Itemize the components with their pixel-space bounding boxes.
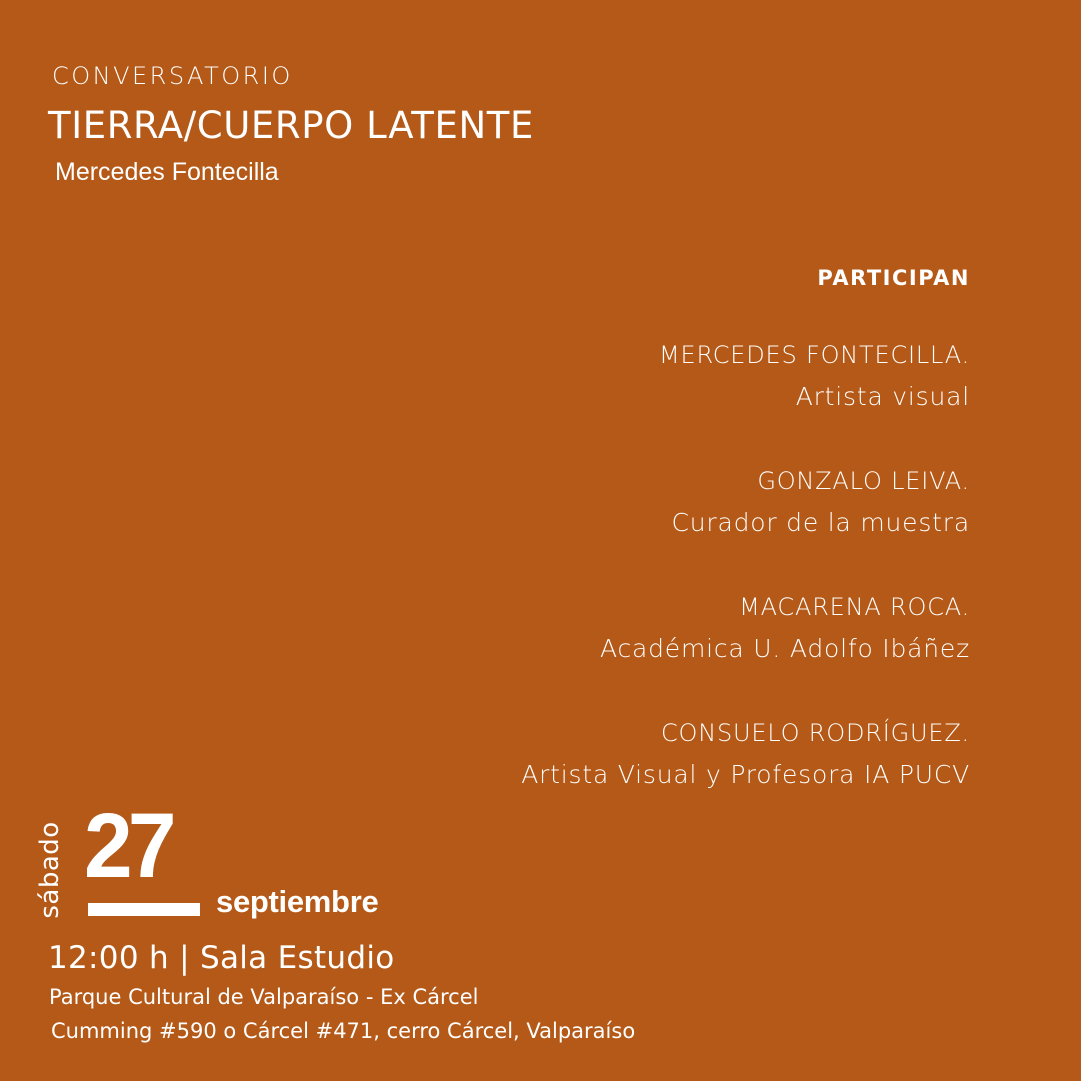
- participant-name: CONSUELO RODRÍGUEZ.: [660, 719, 970, 747]
- participant-item: [370, 586, 970, 670]
- participant-name: MACARENA ROCA.: [739, 593, 970, 621]
- participants-section: [370, 266, 970, 838]
- venue-address-line-2: Cumming #590 o Cárcel #471, cerro Cárcel, Valparaíso: [51, 1019, 636, 1043]
- participant-name: MERCEDES FONTECILLA.: [658, 341, 970, 369]
- participant-role: Artista Visual y Profesora IA PUCV: [521, 760, 970, 789]
- participant-role: Curador de la muestra: [671, 508, 970, 537]
- participant-item: [370, 712, 970, 796]
- event-time-venue: 12:00 h | Sala Estudio: [48, 940, 395, 976]
- participant-role: Académica U. Adolfo Ibáñez: [599, 634, 970, 663]
- artist-name: Mercedes Fontecilla: [55, 158, 279, 186]
- venue-address-line-1: Parque Cultural de Valparaíso - Ex Cárcel: [49, 985, 479, 1009]
- participant-name: GONZALO LEIVA.: [757, 467, 970, 495]
- event-weekday: sábado: [35, 821, 65, 919]
- event-day-number: 27: [84, 795, 172, 897]
- day-underline-bar: [88, 903, 200, 916]
- event-month: septiembre: [216, 884, 379, 919]
- participant-item: [370, 334, 970, 418]
- participants-heading: PARTICIPAN: [817, 266, 970, 290]
- event-title: TIERRA/CUERPO LATENTE: [48, 104, 534, 147]
- participant-role: Artista visual: [795, 382, 970, 411]
- participant-item: [370, 460, 970, 544]
- event-type-label: CONVERSATORIO: [52, 62, 293, 90]
